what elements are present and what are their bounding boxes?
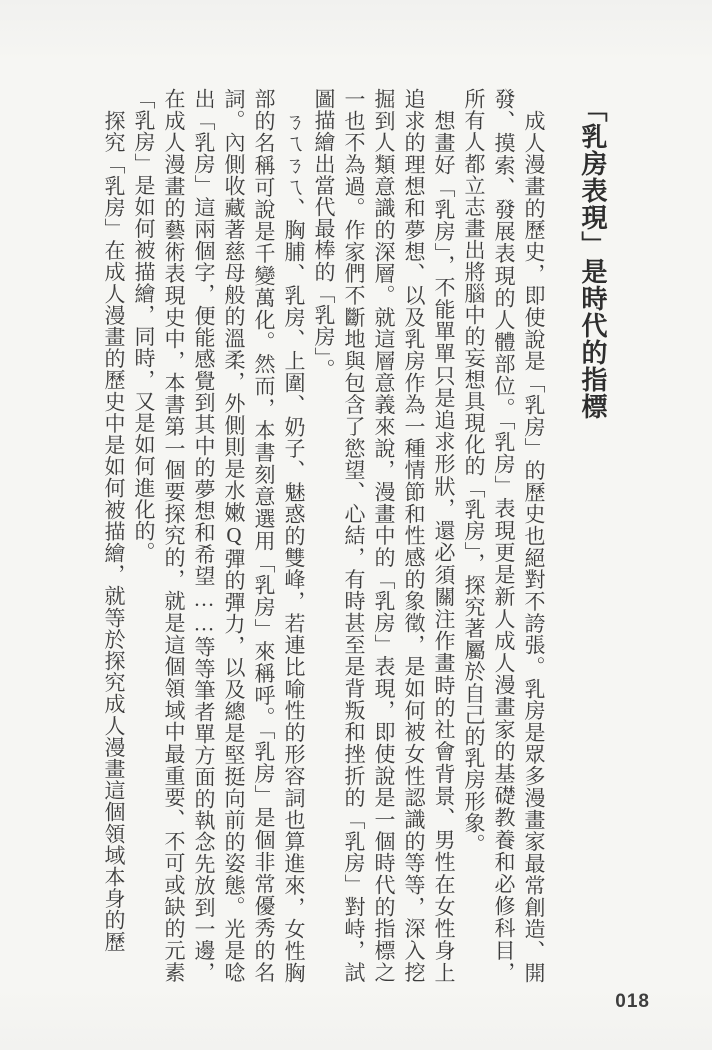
body-paragraph-2: 想畫好「乳房」，不能單單只是追求形狀，還必須關注作畫時的社會背景、男性在女性身上追求的理想和夢想、以及乳房作為一種情節和性感的象徵，是如何被女性認識的等等，深入挖掘到人類意識的深層。就這層意義來說，漫畫中的「乳房」表現，即使說是一個時代的指標之一也不為過。作家們不斷地與包含了慾望、心結，有時甚至是背叛和挫折的「乳房」對峙，試圖描繪出當代最棒的「乳房」。: [312, 88, 456, 983]
body-paragraph-3: ㄋㄟㄋㄟ、胸脯、乳房、上圍、奶子、魅惑的雙峰，若連比喻性的形容詞也算進來，女性胸部的名稱可說是千變萬化。然而，本書刻意選用「乳房」來稱呼。「乳房」是個非常優秀的名詞。內側收藏著慈母般的溫柔，外側則是水嫩Q彈的彈力，以及總是堅挺向前的姿態。光是唸出「乳房」這兩個字，便能感覺到其中的夢想和希望……等等筆者單方面的執念先放到一邊，在成人漫畫的藝術表現史中，本書第一個要探究的，就是這個領域中最重要、不可或缺的元素「乳房」是如何被描繪，同時，又是如何進化的。: [132, 88, 306, 983]
body-paragraph-4: 探究「乳房」在成人漫畫的歷史中是如何被描繪，就等於探究成人漫畫這個領域本身的歷: [102, 109, 126, 952]
body-paragraph-1: 成人漫畫的歷史，即使說是「乳房」的歷史也絕對不誇張。乳房是眾多漫畫家最常創造、開發、摸索、發展表現的人體部位。「乳房」表現更是新人成人漫畫家的基礎教養和必修科目，所有人都立志畫出將腦中的妄想具現化的「乳房」，探究著屬於自己的乳房形象。: [462, 88, 546, 983]
page-number: 018: [615, 991, 650, 1012]
vertical-text-block: [94, 88, 612, 983]
chapter-title: 「乳房表現」是時代的指標: [578, 96, 608, 420]
